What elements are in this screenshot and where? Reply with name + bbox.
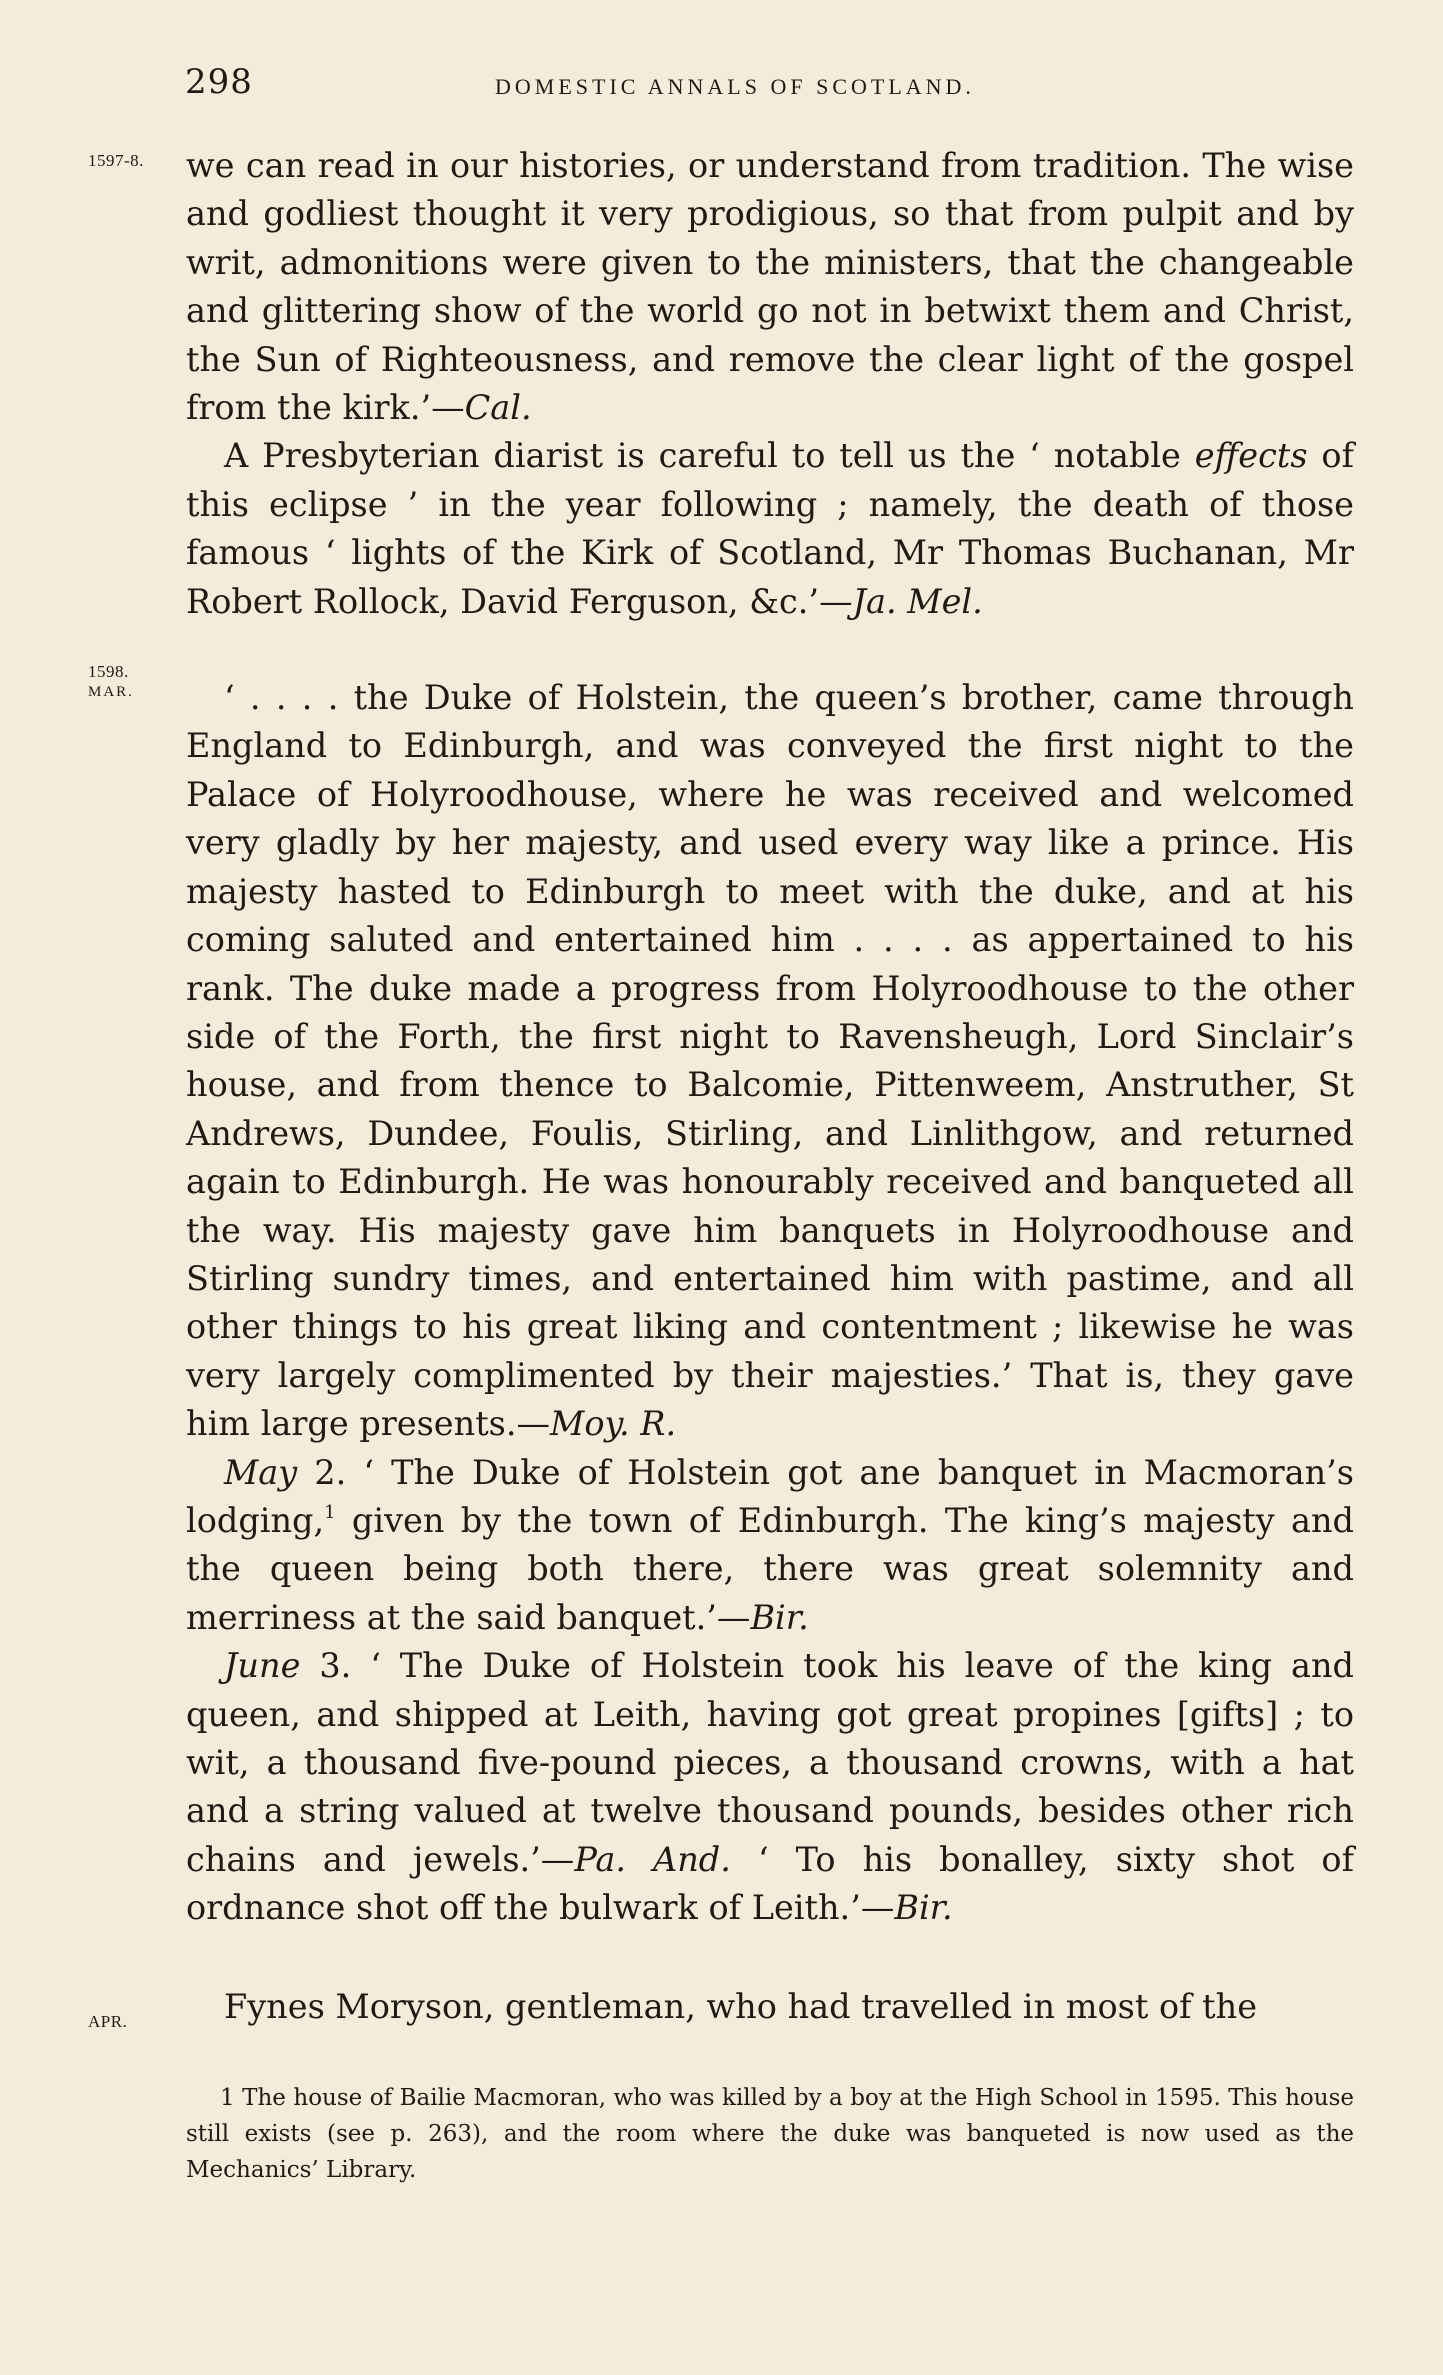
source-citation: Ja. Mel. — [852, 581, 983, 621]
margin-note-year: 1598. — [88, 662, 129, 681]
paragraph — [186, 1642, 1354, 1932]
footnote-reference: 1 — [324, 1501, 336, 1523]
source-citation: Bir. — [894, 1888, 953, 1928]
paragraph — [186, 674, 1354, 1449]
footnote — [186, 2080, 1354, 2188]
margin-note-month: APR. — [88, 2012, 128, 2031]
margin-note-month: MAR. — [88, 684, 134, 700]
source-citation: Moy. R. — [550, 1404, 677, 1444]
paragraph-text: A Presbyterian diarist is careful to tell us the ‘ notable — [224, 436, 1195, 476]
source-citation: Bir. — [750, 1597, 809, 1637]
paragraph — [186, 142, 1354, 432]
paragraph-text: of this eclipse ’ in the year following ; namely, the death of those famous ‘ lights of the Kirk of Scotland, Mr Thomas Buchanan, Mr Robert Rollock, David Ferguson, &c.’— — [186, 436, 1355, 621]
paragraph-text: given by the town of Edinburgh. The king’s majesty and the queen being both there, there was great solemnity and merriness at the said banquet.’— — [186, 1500, 1354, 1637]
entry-day: 2. — [297, 1452, 364, 1492]
paragraph-text: we can read in our histories, or understand from tradition. The wise and godliest thought it very prodigious, so that from pulpit and by writ, admonitions were given to the ministers, that the changeable and glittering show of the world go not in betwixt them and Christ, the Sun of Righteousness, and remove the clear light of the gospel from the kirk.’— — [186, 146, 1354, 428]
paragraph-text: ‘ The Duke of Holstein took his leave of the king and queen, and shipped at Leith, having got great propines [gifts] ; to wit, a thousand five-pound pieces, a thousand crowns, with a hat and a string valued at twelve thousand pounds, besides other rich chains and jewels.’— — [186, 1646, 1355, 1879]
paragraph — [186, 1983, 1354, 2031]
emphasis: effects — [1194, 436, 1308, 476]
entry-date: June — [224, 1646, 301, 1686]
entry-day: 3. — [300, 1646, 371, 1686]
paragraph — [186, 432, 1354, 626]
paragraph-text: ‘ To his bonalley, sixty shot of ordnance shot off the bulwark of Leith.’— — [186, 1839, 1354, 1928]
source-citation: Cal. — [464, 388, 532, 428]
margin-note-year: 1597-8. — [88, 151, 144, 170]
paragraph — [186, 1449, 1354, 1643]
body-text — [186, 142, 1354, 2031]
page-header — [185, 62, 1355, 122]
paragraph-text: Fynes Moryson, gentleman, who had travelled in most of the — [224, 1986, 1258, 2026]
footnote-text: The house of Bailie Macmoran, who was killed by a boy at the High School in 1595. This house still exists (see p. 263), and the room where the duke was banqueted is now used as the Mechanics’ Library. — [186, 2085, 1354, 2183]
running-title: DOMESTIC ANNALS OF SCOTLAND. — [495, 74, 975, 99]
margin-note-date — [88, 662, 134, 702]
paragraph-text: ‘ The Duke of Holstein got ane banquet in Macmoran’s lodging, — [186, 1452, 1354, 1540]
page-number: 298 — [185, 62, 253, 102]
footnote-marker: 1 — [220, 2085, 235, 2111]
paragraph-text: ‘ . . . . the Duke of Holstein, the queen’s brother, came through England to Edinburgh, and was conveyed the first night to the Palace of Holyroodhouse, where he was received and welcomed very gladly by her majesty, and used every way like a prince. His majesty hasted to Edinburgh to meet with the duke, and at his coming saluted and entertained him . . . . as appertained to his rank. The duke made a progress from Holyroodhouse to the other side of the Forth, the first night to Ravensheugh, Lord Sinclair’s house, and from thence to Balcomie, Pittenweem, Anstruther, St Andrews, Dundee, Foulis, Stirling, and Linlithgow, and returned again to Edinburgh. He was honourably received and banqueted all the way. His majesty gave him banquets in Holyroodhouse and Stirling sundry times, and entertained him with pastime, and all other things to his great liking and contentment ; likewise he was very largely complimented by their majesties.’ That is, they gave him large presents.— — [186, 678, 1354, 1444]
entry-date: May — [224, 1452, 298, 1492]
source-citation: Pa. And. — [574, 1839, 731, 1879]
